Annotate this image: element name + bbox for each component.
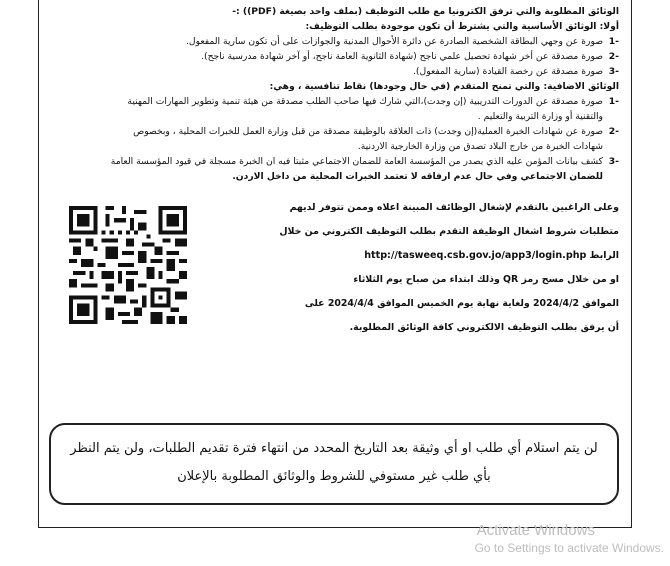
requirements-section <box>39 0 631 184</box>
notice-line: لن يتم استلام أي طلب او أي وثيقة بعد التاريخ المحدد من انتهاء فترة تقديم الطلبات، ولن يتم النظر <box>70 441 598 456</box>
additional-documents-heading: الوثائق الاضافية: والتي تمنح المتقدم (في حال وجودها) نقاط تنافسية ، وهي: <box>269 81 619 92</box>
watermark-subtitle: Go to Settings to activate Windows. <box>474 541 664 555</box>
basic-documents-heading: أولا: الوثائق الأساسية والتي يشترط أن تكون موجودة بطلب التوظيف: <box>305 21 619 32</box>
announcement-document <box>38 0 632 528</box>
qr-code-icon[interactable] <box>69 206 187 324</box>
item-text: كشف بيانات المؤمن عليه الذي يصدر من المؤسسة العامة للضمان الاجتماعي مثبتا فيه ان الخبرة مسجلة في قيود المؤسسة العامة <box>110 156 603 167</box>
apply-link-line <box>279 244 619 268</box>
apply-line: الموافق 2024/4/2 ولغاية نهاية يوم الخميس الموافق 2024/4/4 على <box>304 298 619 309</box>
item-number: -1 <box>608 36 619 47</box>
link-label: الرابط <box>589 250 619 261</box>
item-number: -3 <box>608 156 619 167</box>
item-continuation: للضمان الاجتماعي وفي حال عدم ارفاقه لا تعتمد الخبرات المحلية من داخل الاردن. <box>232 171 603 182</box>
basic-item <box>51 34 619 49</box>
apply-line: متطلبات شروط اشغال الوظيفة التقدم بطلب التوظيف الكتروني من خلال <box>279 226 619 237</box>
item-number: -2 <box>608 51 619 62</box>
item-number: -3 <box>608 66 619 77</box>
documents-intro: الوثائق المطلوبة والتي ترفق الكترونيا مع طلب التوظيف (بملف واحد بصيغة (PDF)) :- <box>232 6 619 17</box>
basic-item <box>51 49 619 64</box>
activation-watermark <box>475 522 664 556</box>
apply-line: او من خلال مسح رمز QR وذلك ابتداء من صباح يوم الثلاثاء <box>353 274 619 285</box>
deadline-notice-box <box>49 423 619 505</box>
item-number: -1 <box>608 96 619 107</box>
item-continuation: والتقنية أو وزارة التربية والتعليم . <box>477 111 603 122</box>
additional-item <box>51 154 619 169</box>
additional-item <box>51 94 619 109</box>
additional-item <box>51 124 619 139</box>
item-number: -2 <box>608 126 619 137</box>
item-text: صورة عن شهادات الخبرة العملية(إن وجدت) ذات العلاقة بالوظيفة مصدقة من قبل وزارة العمل للخبرات المحلية ، وبخصوص <box>133 126 603 137</box>
apply-line: وعلى الراغبين بالتقدم لإشغال الوظائف المبينة اعلاه وممن تتوفر لديهم <box>289 202 619 213</box>
apply-line: أن يرفق بطلب التوظيف الالكتروني كافة الوثائق المطلوبة. <box>349 322 619 333</box>
application-section <box>39 196 631 346</box>
basic-item <box>51 64 619 79</box>
item-text: صورة مصدقة عن رخصة القيادة (سارية المفعول). <box>413 66 603 77</box>
application-instructions <box>279 196 619 340</box>
watermark-title: Activate Windows <box>476 522 595 539</box>
notice-line: بأي طلب غير مستوفي للشروط والوثائق المطلوبة بالإعلان <box>177 469 491 484</box>
item-text: صورة مصدقة عن أخر شهادة تحصيل علمي ناجح (شهادة الثانوية العامة ناجح، أو آخر شهادة مدرسية ناجح). <box>201 51 603 62</box>
item-text: صورة عن وجهي البطاقة الشخصية الصادرة عن دائرة الأحوال المدنية والجوازات على أن تكون سارية المفعول. <box>186 36 603 47</box>
item-text: صورة مصدقة عن الدورات التدريبية (إن وجدت)،التي شارك فيها صاحب الطلب مصدقة من هيئة تنمية وتطوير المهارات المهنية <box>127 96 603 107</box>
application-link[interactable]: http://tasweeq.csb.gov.jo/app3/login.php <box>364 250 587 261</box>
item-continuation: شهادات الخبرة من خارج البلاد تصدق من وزارة الخارجية الاردنية. <box>357 141 603 152</box>
